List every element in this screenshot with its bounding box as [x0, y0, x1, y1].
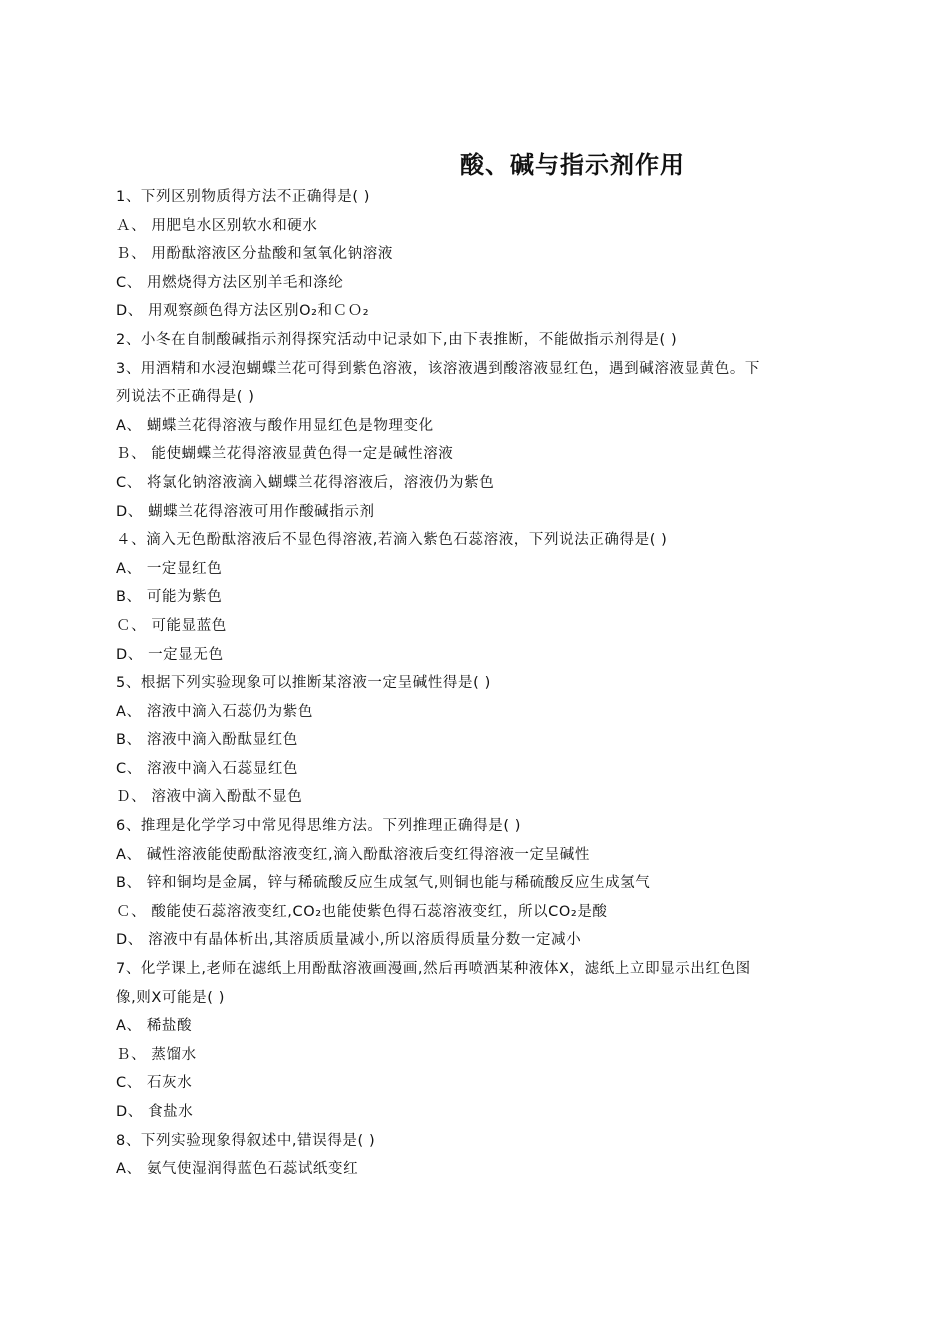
option-6a: A、 碱性溶液能使酚酞溶液变红,滴入酚酞溶液后变红得溶液一定呈碱性 [116, 846, 590, 863]
option-4b: B、 可能为紫色 [116, 589, 223, 606]
question-1: 1、下列区别物质得方法不正确得是( ) [116, 189, 371, 205]
question-6: 6、推理是化学学习中常见得思维方法。下列推理正确得是( ) [116, 818, 522, 835]
option-3b: Ｂ、 能使蝴蝶兰花得溶液显黄色得一定是碱性溶液 [116, 446, 454, 463]
option-7b: Ｂ、 蒸馏水 [116, 1046, 197, 1063]
option-5a: A、 溶液中滴入石蕊仍为紫色 [116, 703, 313, 720]
option-5b: B、 溶液中滴入酚酞显红色 [116, 732, 298, 749]
option-7a: A、 稀盐酸 [116, 1018, 193, 1035]
question-list [116, 183, 846, 1184]
option-4a: A、 一定显红色 [116, 560, 223, 577]
question-4: ４、滴入无色酚酞溶液后不显色得溶液,若滴入紫色石蕊溶液，下列说法正确得是( ) [116, 532, 668, 549]
option-1c: C、 用燃烧得方法区别羊毛和涤纶 [116, 274, 344, 291]
option-8a: A、 氨气使湿润得蓝色石蕊试纸变红 [116, 1161, 359, 1178]
option-3c: C、 将氯化钠溶液滴入蝴蝶兰花得溶液后，溶液仍为紫色 [116, 474, 495, 491]
option-4c: Ｃ、 可能显蓝色 [116, 617, 227, 634]
question-8: 8、下列实验现象得叙述中,错误得是( ) [116, 1132, 376, 1149]
question-5: 5、根据下列实验现象可以推断某溶液一定呈碱性得是( ) [116, 675, 491, 692]
option-7c: C、 石灰水 [116, 1075, 193, 1092]
option-5d: Ｄ、 溶液中滴入酚酞不显色 [116, 789, 303, 806]
option-3a: A、 蝴蝶兰花得溶液与酸作用显红色是物理变化 [116, 417, 434, 434]
option-6b: B、 锌和铜均是金属，锌与稀硫酸反应生成氢气,则铜也能与稀硫酸反应生成氢气 [116, 875, 651, 892]
question-3-line-1: 3、用酒精和水浸泡蝴蝶兰花可得到紫色溶液，该溶液遇到酸溶液显红色，遇到碱溶液显黄色。下 [116, 360, 761, 377]
question-7-line-2: 像,则X可能是( ) [116, 989, 225, 1006]
page-title: 酸、碱与指示剂作用 [460, 151, 685, 179]
option-1d: D、 用观察颜色得方法区别O₂和ＣＯ₂ [116, 303, 370, 320]
option-1b: Ｂ、 用酚酞溶液区分盐酸和氢氧化钠溶液 [116, 246, 394, 263]
question-3-line-2: 列说法不正确得是( ) [116, 389, 255, 406]
option-6d: D、 溶液中有晶体析出,其溶质质量减小,所以溶质得质量分数一定减小 [116, 932, 582, 949]
option-5c: C、 溶液中滴入石蕊显红色 [116, 760, 299, 777]
option-4d: D、 一定显无色 [116, 646, 224, 663]
option-7d: D、 食盐水 [116, 1104, 194, 1120]
option-1a: Ａ、 用肥皂水区别软水和硬水 [116, 217, 318, 234]
option-3d: D、 蝴蝶兰花得溶液可用作酸碱指示剂 [116, 503, 375, 520]
question-2: 2、小冬在自制酸碱指示剂得探究活动中记录如下,由下表推断，不能做指示剂得是( ) [116, 331, 678, 348]
option-6c: Ｃ、 酸能使石蕊溶液变红,CO₂也能使紫色得石蕊溶液变红，所以CO₂是酸 [116, 903, 608, 920]
question-7-line-1: 7、化学课上,老师在滤纸上用酚酞溶液画漫画,然后再喷洒某种液体X，滤纸上立即显示出红色图 [116, 961, 751, 978]
